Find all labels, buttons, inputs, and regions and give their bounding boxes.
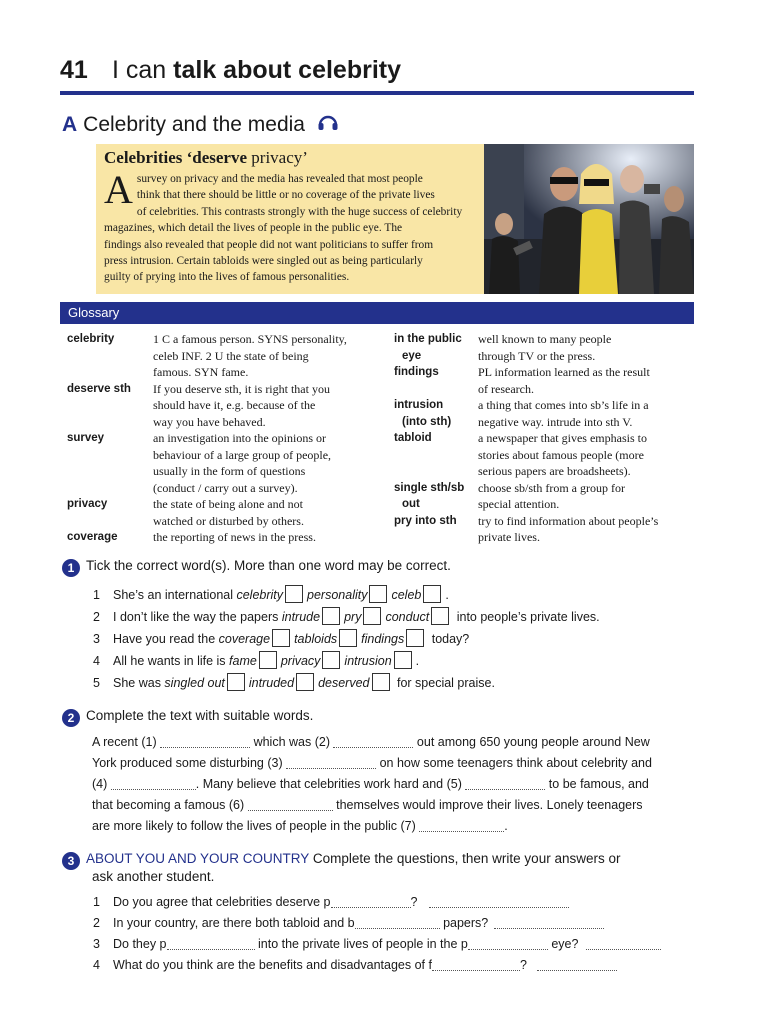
glossary-definition: celeb INF. 2 U the state of being	[153, 348, 309, 363]
answer-blank[interactable]	[494, 916, 604, 929]
answer-blank[interactable]	[586, 937, 661, 950]
section-letter: A	[62, 113, 78, 136]
unit-number: 41	[60, 56, 88, 84]
answer-blank[interactable]	[429, 895, 569, 908]
text-fragment: ?	[410, 895, 418, 909]
exercise-number-badge: 3	[62, 852, 80, 870]
option-word: findings	[361, 632, 405, 646]
text-fragment: Do they p	[113, 937, 167, 951]
item-number: 2	[93, 916, 100, 930]
glossary-term: tabloid	[394, 432, 432, 444]
exercise-1-item	[93, 585, 449, 603]
tick-box[interactable]	[394, 651, 412, 669]
item-number: 5	[93, 676, 100, 690]
article-body	[104, 167, 476, 286]
answer-blank[interactable]	[537, 958, 617, 971]
exercise-3-instruction-cont: ask another student.	[92, 869, 215, 884]
glossary-definition: serious papers are broadsheets).	[478, 464, 631, 478]
answer-blank[interactable]	[465, 777, 545, 790]
glossary-definition: the reporting of news in the press.	[153, 530, 316, 544]
exercise-3-item	[93, 895, 569, 909]
item-text: for special praise.	[393, 676, 495, 690]
text-fragment: that becoming a famous (6)	[92, 798, 248, 812]
glossary-definition: a newspaper that gives emphasis to	[478, 431, 647, 445]
item-number: 2	[93, 610, 100, 624]
text-fragment: .	[504, 819, 508, 833]
article-line: survey on privacy and the media has revealed that most people	[136, 173, 423, 185]
unit-title: I can talk about celebrity	[112, 56, 402, 84]
glossary-definition: way you have behaved.	[153, 414, 266, 429]
item-text: today?	[428, 632, 470, 646]
glossary-term: survey	[67, 432, 105, 444]
option-word: celebrity	[236, 588, 284, 602]
tick-box[interactable]	[431, 607, 449, 625]
glossary-definition: of research.	[478, 381, 534, 396]
exercise-3-item	[93, 958, 617, 972]
option-word: conduct	[385, 610, 430, 624]
exercise-number-badge: 2	[62, 709, 80, 727]
glossary-definition: behaviour of a large group of people,	[153, 447, 332, 462]
tick-box[interactable]	[369, 585, 387, 603]
answer-blank[interactable]	[248, 798, 333, 811]
text-fragment: ?	[519, 958, 527, 972]
answer-blank[interactable]	[167, 937, 255, 950]
article-line: think that there should be little or no coverage of the private lives	[136, 189, 435, 202]
exercise-1-item	[93, 673, 495, 691]
exercise-1-instruction: 1 Tick the correct word(s). More than one word may be correct.	[62, 558, 451, 577]
option-word: intrusion	[344, 654, 392, 668]
text-fragment: papers?	[439, 916, 489, 930]
glossary-term: in the public	[394, 333, 462, 345]
text-fragment: What do you think are the benefits and disadvantages of f	[113, 958, 432, 972]
option-word: privacy	[280, 654, 321, 668]
glossary-term: intrusion	[394, 399, 444, 411]
exercise-2-line	[92, 732, 650, 753]
item-text: Have you read the	[113, 632, 219, 646]
item-text: She’s an international	[113, 588, 237, 602]
answer-blank[interactable]	[419, 819, 504, 832]
glossary-definition: a thing that comes into sb’s life in a	[478, 398, 649, 412]
option-word: coverage	[218, 632, 271, 646]
exercise-2-instruction: 2 Complete the text with suitable words.	[62, 708, 313, 727]
header-rule	[60, 91, 694, 95]
glossary-definition: If you deserve sth, it is right that you	[153, 381, 330, 396]
item-number: 4	[93, 958, 100, 972]
glossary-definition: usually in the form of questions	[153, 464, 306, 478]
glossary-definition: should have it, e.g. because of the	[153, 398, 316, 412]
item-text: .	[415, 654, 420, 668]
glossary-definition: famous. SYN fame.	[153, 365, 249, 379]
text-fragment: into the private lives of people in the p	[254, 937, 468, 951]
option-word: tabloids	[294, 632, 338, 646]
glossary-definition: an investigation into the opinions or	[153, 431, 326, 445]
text-fragment: . Many believe that celebrities work hard and (5)	[195, 777, 466, 791]
item-text: I don’t like the way the papers	[113, 610, 282, 624]
tick-box[interactable]	[372, 673, 390, 691]
text-fragment: eye?	[547, 937, 579, 951]
exercise-3-item	[93, 937, 661, 951]
glossary-term: out	[402, 498, 420, 510]
exercise-2-line	[92, 753, 652, 774]
answer-blank[interactable]	[160, 735, 250, 748]
tick-box[interactable]	[259, 651, 277, 669]
option-word: intruded	[248, 676, 295, 690]
option-word: personality	[307, 588, 368, 602]
tick-box[interactable]	[296, 673, 314, 691]
text-fragment: Do you agree that celebrities deserve p	[113, 895, 331, 909]
drop-cap: A	[104, 167, 133, 212]
option-word: pry	[344, 610, 362, 624]
glossary-term: pry into sth	[394, 514, 457, 527]
tick-box[interactable]	[322, 607, 340, 625]
option-word: intrude	[281, 610, 321, 624]
exercise-1-item	[93, 607, 600, 625]
glossary-definition: through TV or the press.	[478, 348, 596, 363]
text-fragment: (4)	[92, 777, 111, 791]
text-fragment: York produced some disturbing (3)	[92, 756, 287, 770]
article-box	[96, 144, 484, 294]
glossary-definition: stories about famous people (more	[478, 447, 644, 462]
article-title: Celebrities ‘deserve privacy’	[104, 148, 308, 167]
section-title: Celebrity and the media	[83, 113, 305, 136]
item-text: .	[445, 588, 449, 602]
tick-box[interactable]	[285, 585, 303, 603]
item-text: All he wants in life is	[113, 654, 230, 668]
glossary-definition: special attention.	[478, 497, 560, 511]
article-line: press intrusion. Certain tabloids were singled out as being particularly	[104, 255, 423, 268]
exercise-2-line	[92, 774, 649, 795]
option-word: fame	[229, 654, 257, 668]
item-number: 3	[93, 632, 100, 646]
celebrity-photo	[484, 144, 694, 294]
glossary-definition: negative way. intrude into sth V.	[478, 414, 633, 429]
glossary-term: (into sth)	[402, 415, 452, 428]
text-fragment: out among 650 young people around New	[413, 735, 650, 749]
glossary-definition: choose sb/sth from a group for	[478, 480, 625, 495]
text-fragment: In your country, are there both tabloid and b	[113, 916, 355, 930]
tick-box[interactable]	[339, 629, 357, 647]
tick-box[interactable]	[322, 651, 340, 669]
answer-blank[interactable]	[432, 958, 520, 971]
tick-box[interactable]	[423, 585, 441, 603]
article-line: guilty of prying into the lives of famous personalities.	[104, 271, 350, 284]
exercise-1-item	[93, 629, 469, 647]
answer-blank[interactable]	[111, 777, 196, 790]
glossary-term: eye	[402, 349, 422, 362]
glossary-term: celebrity	[67, 333, 115, 345]
text-fragment: are more likely to follow the lives of people in the public (7)	[92, 819, 420, 833]
glossary-header: Glossary	[60, 302, 694, 324]
glossary-definition: the state of being alone and not	[153, 497, 303, 511]
answer-blank[interactable]	[333, 735, 413, 748]
answer-blank[interactable]	[468, 937, 548, 950]
answer-blank[interactable]	[286, 756, 376, 769]
text-fragment: to be famous, and	[545, 777, 649, 791]
item-number: 1	[93, 895, 100, 909]
text-fragment: themselves would improve their lives. Lonely teenagers	[332, 798, 643, 812]
glossary-definition: 1 C a famous person. SYNS personality,	[153, 332, 347, 346]
text-fragment: which was (2)	[250, 735, 334, 749]
article-line: of celebrities. This contrasts strongly with the huge success of celebrity	[136, 205, 463, 218]
tick-box[interactable]	[406, 629, 424, 647]
exercise-2-line	[92, 816, 508, 837]
tick-box[interactable]	[227, 673, 245, 691]
glossary-term: privacy	[67, 498, 108, 510]
article-line: magazines, which detail the lives of people in the public eye. The	[104, 222, 403, 235]
exercise-number-badge: 1	[62, 559, 80, 577]
item-number: 1	[93, 588, 100, 602]
headphones-icon[interactable]	[317, 113, 339, 137]
item-number: 4	[93, 654, 100, 668]
article-line: findings also revealed that people did not want politicians to suffer from	[104, 238, 434, 251]
exercise-3-item	[93, 916, 604, 930]
glossary-term: deserve sth	[67, 382, 131, 395]
glossary-definition: private lives.	[478, 530, 540, 544]
glossary-term: single sth/sb	[394, 481, 465, 494]
item-number: 3	[93, 937, 100, 951]
tick-box[interactable]	[272, 629, 290, 647]
glossary-definition: watched or disturbed by others.	[153, 513, 304, 528]
item-text: She was	[113, 676, 165, 690]
glossary-term: findings	[394, 366, 439, 378]
answer-blank[interactable]	[355, 916, 440, 929]
option-word: singled out	[164, 676, 225, 690]
text-fragment: A recent (1)	[92, 735, 161, 749]
tick-box[interactable]	[363, 607, 381, 625]
answer-blank[interactable]	[331, 895, 411, 908]
glossary-definition: try to find information about people’s	[478, 513, 659, 528]
option-word: deserved	[318, 676, 370, 690]
glossary-definition: well known to many people	[478, 332, 612, 346]
exercise-3-instruction: 3 ABOUT YOU AND YOUR COUNTRY Complete the questions, then write your answers or	[62, 851, 620, 870]
text-fragment: on how some teenagers think about celebrity and	[376, 756, 652, 770]
glossary-definition: PL information learned as the result	[478, 365, 650, 379]
section-heading	[62, 113, 339, 137]
option-word: celeb	[391, 588, 422, 602]
glossary-definition: (conduct / carry out a survey).	[153, 480, 298, 495]
exercise-2-line	[92, 795, 643, 816]
item-text: into people’s private lives.	[453, 610, 600, 624]
exercise-1-item	[93, 651, 419, 669]
glossary-term: coverage	[67, 531, 118, 543]
